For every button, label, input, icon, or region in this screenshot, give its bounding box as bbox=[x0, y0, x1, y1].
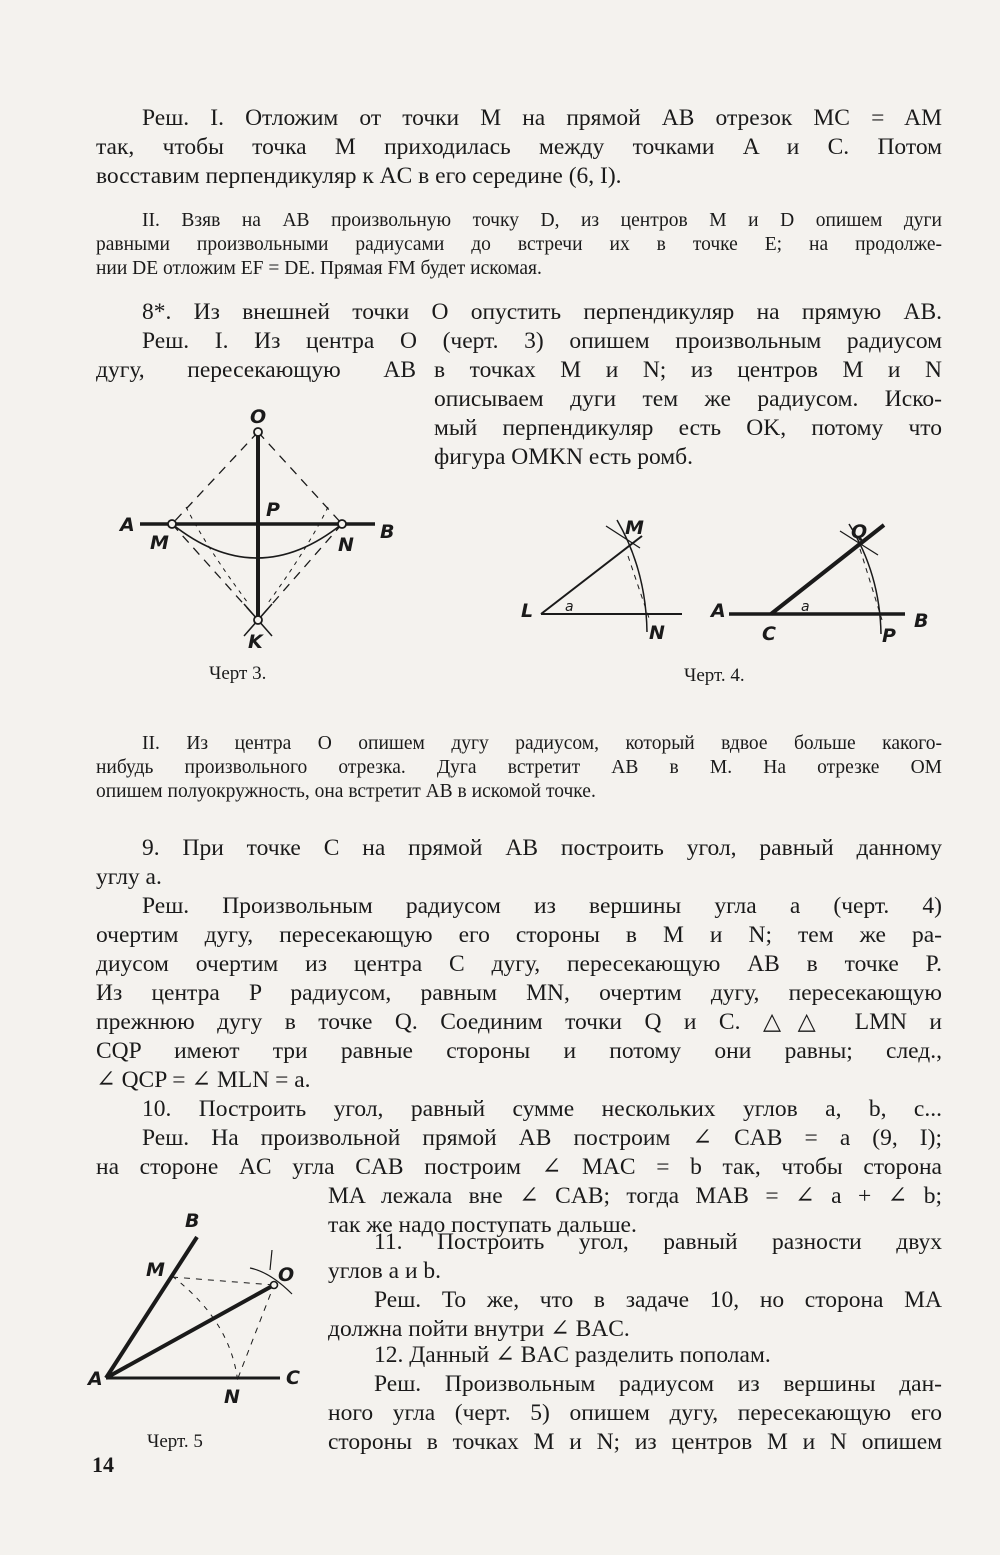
dashed-mo bbox=[172, 1277, 274, 1285]
text-line: Реш. Произвольным радиусом из вершины дан- bbox=[374, 1371, 942, 1397]
text-line: Реш. I. Из центра O (черт. 3) опишем произвольным радиусом bbox=[142, 328, 942, 354]
label-o: O bbox=[250, 406, 267, 428]
text-line: CQP имеют три равные стороны и потому они равны; след., bbox=[96, 1038, 942, 1064]
text-line: II. Взяв на AB произвольную точку D, из центров M и D опишем дуги bbox=[142, 210, 942, 231]
label-p: P bbox=[882, 625, 896, 647]
label-n: N bbox=[338, 534, 354, 556]
text-line: опишем полуокружность, она встретит AB в искомой точке. bbox=[96, 781, 596, 802]
label-m: M bbox=[146, 1259, 165, 1281]
label-m: M bbox=[150, 532, 169, 554]
label-a: A bbox=[88, 1368, 103, 1390]
text-line: очертим дугу, пересекающую его стороны в M и N; тем же ра- bbox=[96, 922, 942, 948]
label-l: L bbox=[521, 600, 534, 622]
label-a: A bbox=[711, 600, 726, 622]
text-line: II. Из центра O опишем дугу радиусом, который вдвое больше какого- bbox=[142, 733, 942, 754]
text-line: нии DE отложим EF = DE. Прямая FM будет искомая. bbox=[96, 258, 542, 279]
label-angle-a: a bbox=[565, 599, 574, 615]
figure-3-caption: Черт 3. bbox=[209, 663, 267, 684]
text-line: Из центра P радиусом, равным MN, очертим дугу, пересекающую bbox=[96, 980, 942, 1006]
text-line: Реш. I. Отложим от точки M на прямой AB отрезок MC = AM bbox=[142, 105, 942, 131]
text-line: ∠ QCP = ∠ MLN = a. bbox=[96, 1067, 311, 1093]
text-line: ного угла (черт. 5) опишем дугу, пересекающую его bbox=[328, 1400, 942, 1426]
problem-9-title: 9. При точке C на прямой AB построить угол, равный данному bbox=[142, 835, 942, 861]
text-line: равными произвольными радиусами до встречи их в точке E; на продолже- bbox=[96, 234, 942, 255]
text-line: восставим перпендикуляр к AC в его середине (6, I). bbox=[96, 163, 622, 189]
problem-12-title: 12. Данный ∠ BAC разделить пополам. bbox=[374, 1342, 771, 1368]
problem-8-title: 8*. Из внешней точки O опустить перпендикуляр на прямую AB. bbox=[142, 299, 942, 325]
text-line: диусом очертим из центра C дугу, пересекающую AB в точке P. bbox=[96, 951, 942, 977]
text-line: на стороне AC угла CAB построим ∠ MAC = b так, чтобы сторона bbox=[96, 1154, 942, 1180]
problem-10-title: 10. Построить угол, равный сумме нескольких углов a, b, c... bbox=[142, 1096, 942, 1122]
label-b: B bbox=[185, 1210, 200, 1232]
figure-4-caption: Черт. 4. bbox=[684, 665, 745, 686]
text-line: Реш. То же, что в задаче 10, но сторона MA bbox=[374, 1287, 942, 1313]
text-line: мый перпендикуляр есть OK, потому что bbox=[434, 415, 942, 441]
label-a: A bbox=[120, 514, 135, 536]
label-m: M bbox=[625, 517, 644, 539]
label-c: C bbox=[762, 623, 776, 645]
text-line: стороны в точках M и N; из центров M и N опишем bbox=[328, 1429, 942, 1455]
label-c: C bbox=[286, 1367, 300, 1389]
label-q: Q bbox=[851, 521, 868, 543]
bisector-ao bbox=[106, 1285, 274, 1378]
text-line: нибудь произвольного отрезка. Дуга встретит AB в M. На отрезке OM bbox=[96, 757, 942, 778]
arc-mn bbox=[172, 1276, 238, 1384]
point-o bbox=[271, 1282, 278, 1289]
label-angle-a: a bbox=[801, 599, 810, 615]
text-line: Реш. Произвольным радиусом из вершины угла a (черт. 4) bbox=[142, 893, 942, 919]
text-line: в точках M и N; из центров M и N bbox=[434, 357, 942, 383]
text-line: должна пойти внутри ∠ BAC. bbox=[328, 1316, 630, 1342]
label-o: O bbox=[278, 1264, 295, 1286]
label-b: B bbox=[914, 610, 929, 632]
label-n: N bbox=[224, 1386, 240, 1408]
arc-tick bbox=[270, 1250, 272, 1270]
problem-11-title: 11. Построить угол, равный разности двух bbox=[374, 1229, 942, 1255]
text-line: углов a и b. bbox=[328, 1258, 442, 1284]
text-line: углу a. bbox=[96, 864, 162, 890]
page-number: 14 bbox=[92, 1452, 114, 1477]
label-b: B bbox=[380, 521, 395, 543]
text-line: дугу, пересекающую AB bbox=[96, 357, 416, 383]
label-n: N bbox=[649, 622, 665, 644]
text-line: Реш. На произвольной прямой AB построим ∠ CAB = a (9, I); bbox=[142, 1125, 942, 1151]
figure-5-caption: Черт. 5 bbox=[147, 1431, 203, 1452]
text-line: фигура OMKN есть ромб. bbox=[434, 444, 693, 470]
text-line: прежнюю дугу в точке Q. Соединим точки Q и C. △△ LMN и bbox=[96, 1009, 942, 1035]
label-k: K bbox=[248, 631, 263, 653]
text-line: MA лежала вне ∠ CAB; тогда MAB = ∠ a + ∠ b; bbox=[328, 1183, 942, 1209]
text-line: так же надо поступать дальше. bbox=[328, 1212, 637, 1238]
text-line: описываем дуги тем же радиусом. Иско- bbox=[434, 386, 942, 412]
label-p: P bbox=[266, 499, 280, 521]
dashed-no bbox=[238, 1285, 274, 1378]
text-line: так, чтобы точка M приходилась между точками A и C. Потом bbox=[96, 134, 942, 160]
